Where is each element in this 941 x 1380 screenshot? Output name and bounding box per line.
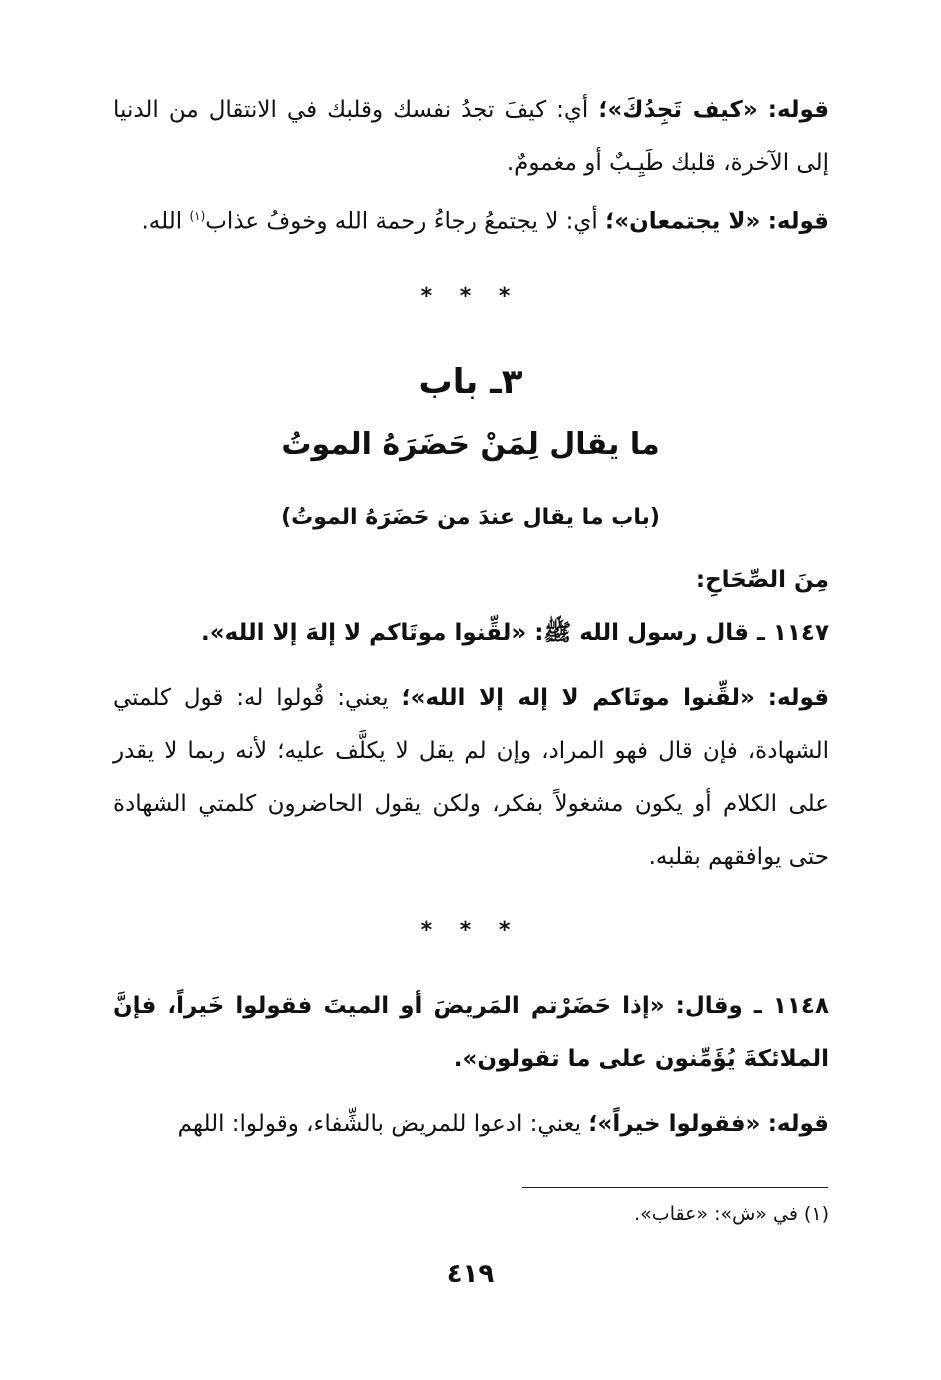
commentary-quote: «لا يجتمعان»؛ xyxy=(605,208,761,235)
commentary-text: الله. xyxy=(141,208,190,235)
chapter-title: ما يقال لِمَنْ حَضَرَهُ الموتُ xyxy=(281,427,660,462)
footnote: (١) في «ش»: «عقاب». xyxy=(634,1203,829,1225)
commentary-label: قوله: xyxy=(767,208,829,235)
commentary-quote: «كيف تَجِدُكَ»؛ xyxy=(598,97,758,123)
section-separator: * * * xyxy=(420,918,521,943)
section-heading: مِنَ الصِّحَاحِ: xyxy=(695,567,829,593)
hadith-text: ١١٤٧ ـ قال رسول الله ﷺ: «لقِّنوا موتَاكم لا إلهَ إلا الله». xyxy=(201,620,829,646)
commentary-paragraph xyxy=(113,672,829,884)
chapter-subtitle: (باب ما يقال عندَ من حَضَرَهُ الموتُ) xyxy=(281,505,660,530)
commentary-paragraph xyxy=(113,190,829,249)
section-separator: * * * xyxy=(420,284,521,309)
commentary-paragraph xyxy=(113,1098,829,1151)
commentary-text: أي: كيفَ تجدُ نفسك وقلبك في الانتقال من الدنيا إلى الآخرة، قلبك طَيِـبٌ أو مغمومٌ. xyxy=(113,97,829,176)
commentary-label: قوله: xyxy=(767,97,830,123)
chapter-number: ٣ـ باب xyxy=(418,362,523,402)
commentary-quote: «فقولوا خيراً»؛ xyxy=(588,1111,761,1137)
footnote-reference: (١) xyxy=(189,209,206,223)
commentary-label: قوله: xyxy=(767,685,830,711)
commentary-text: يعني: قُولوا له: قول كلمتي الشهادة، فإن قال فهو المراد، وإن لم يقل لا يكلَّف عليه؛ لأنه ربما لا يقدر على الكلام أو يكون مشغولاً بفكر، ولكن يقول الحاضرون كلمتي الشهادة حتى يوافقهم بقلبه. xyxy=(113,685,829,870)
commentary-quote: «لقِّنوا موتَاكم لا إله إلا الله»؛ xyxy=(401,685,755,711)
commentary-text: يعني: ادعوا للمريض بالشِّفاء، وقولوا: اللهم xyxy=(177,1111,582,1137)
commentary-label: قوله: xyxy=(767,1111,829,1137)
hadith-text: ١١٤٨ ـ وقال: «إذا حَضَرْتم المَريضَ أو الميتَ فقولوا خَيراً، فإنَّ الملائكةَ يُؤَمِّنون على ما تقولون». xyxy=(113,993,829,1072)
footnote-divider xyxy=(522,1187,828,1188)
page-number: ٤١٩ xyxy=(446,1259,495,1289)
commentary-text: أي: لا يجتمعُ رجاءُ رحمة الله وخوفُ عذاب xyxy=(205,208,598,235)
commentary-paragraph xyxy=(113,84,829,190)
